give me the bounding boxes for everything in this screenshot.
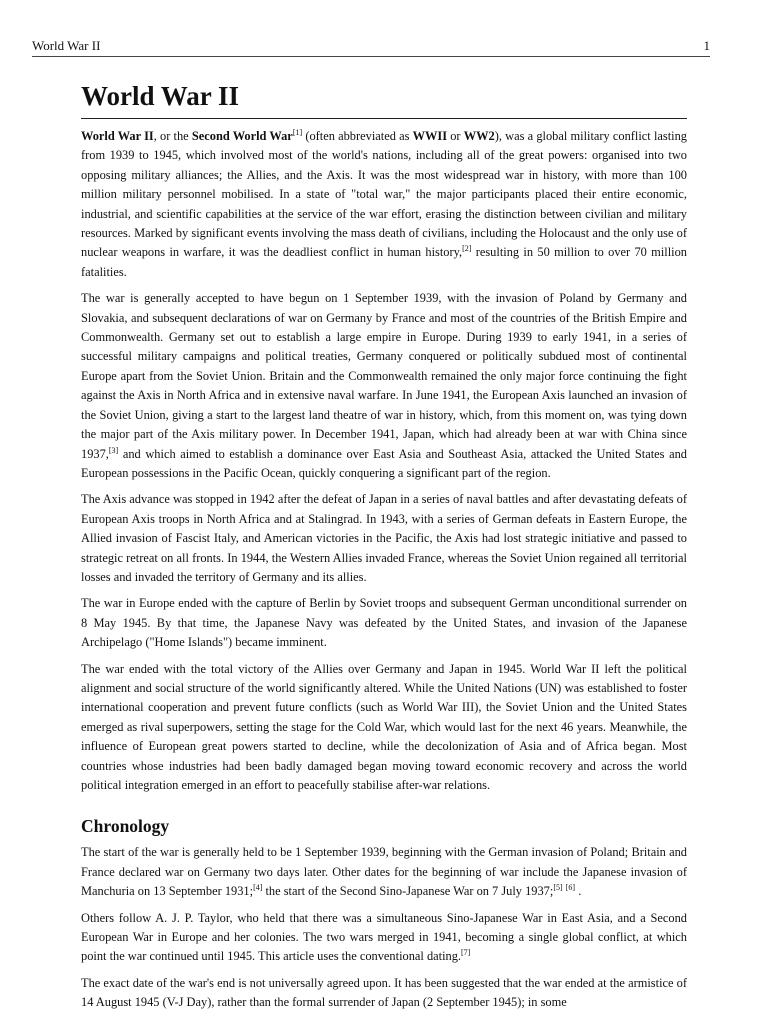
paragraph (81, 843, 687, 901)
intro-paragraph (81, 127, 687, 282)
text-run: ), was a global military conflict lasting from 1939 to 1945, which involved most of the world's nations, including all of the great powers: organised into two opposing military alliances; the Allies, and the Axis. It was the most widespread war in history, with more than 100 million military personnel mobilised. In a state of "total war," the major participants placed their entire economic, industrial, and scientific capabilities at the service of the war effort, erasing the distinction between civilian and military resources. Marked by significant events involving the mass death of civilians, including the Holocaust and the only use of nuclear weapons in warfare, it was the deadliest conflict in human history, (81, 129, 687, 260)
running-header-title: World War II (32, 38, 101, 53)
text-run: (often abbreviated as (302, 129, 413, 143)
citation-link[interactable]: [7] (461, 948, 471, 958)
text-run: The war is generally accepted to have begun on 1 September 1939, with the invasion of Poland by Germany and Slovakia, and subsequent declarations of war on Germany by France and most of the countries of the British Empire and Commonwealth. Germany set out to establish a large empire in Europe. During 1939 to early 1941, in a series of successful military campaigns and political treaties, Germany conquered or politically subdued most of continental Europe apart from the Soviet Union. Britain and the Commonwealth remained the only major force continuing the fight against the Axis in North Africa and in extensive naval warfare. In June 1941, the European Axis launched an invasion of the Soviet Union, giving a start to the largest land theatre of war in history, which, from this moment on, was tying down the major part of the Axis military power. In December 1941, Japan, which had already been at war with China since 1937, (81, 291, 687, 461)
text-run: , or the (153, 129, 192, 143)
bold-term: Second World War (191, 129, 293, 143)
bold-term: WW2 (463, 129, 495, 143)
section-heading: Chronology (81, 816, 170, 837)
bold-term: World War II (81, 129, 154, 143)
text-run: and which aimed to establish a dominance over East Asia and Southeast Asia, attacked the United States and European possessions in the Pacific Ocean, quickly conquering a significant part of the region. (81, 446, 687, 480)
paragraph: The Axis advance was stopped in 1942 after the defeat of Japan in a series of naval battles and after devastating defeats of European Axis troops in North Africa and at Stalingrad. In 1943, with a series of German defeats in Eastern Europe, the Allied invasion of Fascist Italy, and American victories in the Pacific, the Axis had lost strategic initiative and passed to strategic retreat on all fronts. In 1944, the Western Allies invaded France, whereas the Soviet Union regained all territorial losses and invaded the territory of Germany and its allies. (81, 492, 687, 584)
citation-link[interactable]: [4] (253, 883, 263, 893)
text-run: or (447, 129, 464, 143)
paragraph (81, 909, 687, 967)
text-run: Others follow A. J. P. Taylor, who held that there was a simultaneous Sino-Japanese War in East Asia, and a Second European War in Europe and her colonies. The two wars merged in 1941, becoming a single global conflict, at which point the war continued until 1945. This article uses the conventional dating. (81, 910, 687, 964)
text-run: the start of the Second Sino-Japanese War on 7 July 1937; (262, 884, 554, 899)
bold-term: WWII (412, 129, 448, 143)
paragraph (81, 289, 687, 483)
text-run: The start of the war is generally held to be 1 September 1939, beginning with the German invasion of Poland; Britain and France declared war on Germany two days later. Other dates for the beginning of war include the Japanese invasion of Manchuria on 13 September 1931; (81, 845, 687, 899)
paragraph: The war in Europe ended with the capture of Berlin by Soviet troops and subsequent German unconditional surrender on 8 May 1945. By that time, the Japanese Navy was defeated by the United States, and invasion of the Japanese Archipelago ("Home Islands") became imminent. (81, 596, 687, 650)
paragraph: The war ended with the total victory of the Allies over Germany and Japan in 1945. World War II left the political alignment and social structure of the world significantly altered. While the United Nations (UN) was established to foster international cooperation and prevent future conflicts (such as World War III), the Soviet Union and the United States emerged as rival superpowers, setting the stage for the Cold War, which would last for the next 46 years. Meanwhile, the influence of European great powers started to decline, while the decolonization of Asia and of Africa began. Most countries whose industries had been badly damaged began moving toward economic recovery and across the world political integration emerged in an effort to peacefully stabilise after-war relations. (81, 661, 687, 792)
text-run: . (575, 884, 582, 899)
running-header (32, 38, 710, 57)
citation-link[interactable]: [2] (462, 244, 472, 254)
text-run: resulting in 50 million to over 70 million fatalities. (81, 245, 687, 279)
citation-link[interactable]: [1] (292, 128, 303, 137)
citation-link[interactable]: [5] (553, 883, 563, 893)
citation-link[interactable]: [6] (565, 883, 576, 893)
article-body (81, 76, 687, 1020)
paragraph: The exact date of the war's end is not universally agreed upon. It has been suggested that the war ended at the armistice of 14 August 1945 (V-J Day), rather than the formal surrender of Japan (2 September 1945); in some (81, 975, 687, 1010)
citation-link[interactable]: [3] (108, 445, 119, 455)
page-number: 1 (703, 38, 710, 53)
article-title: World War II (81, 76, 687, 119)
